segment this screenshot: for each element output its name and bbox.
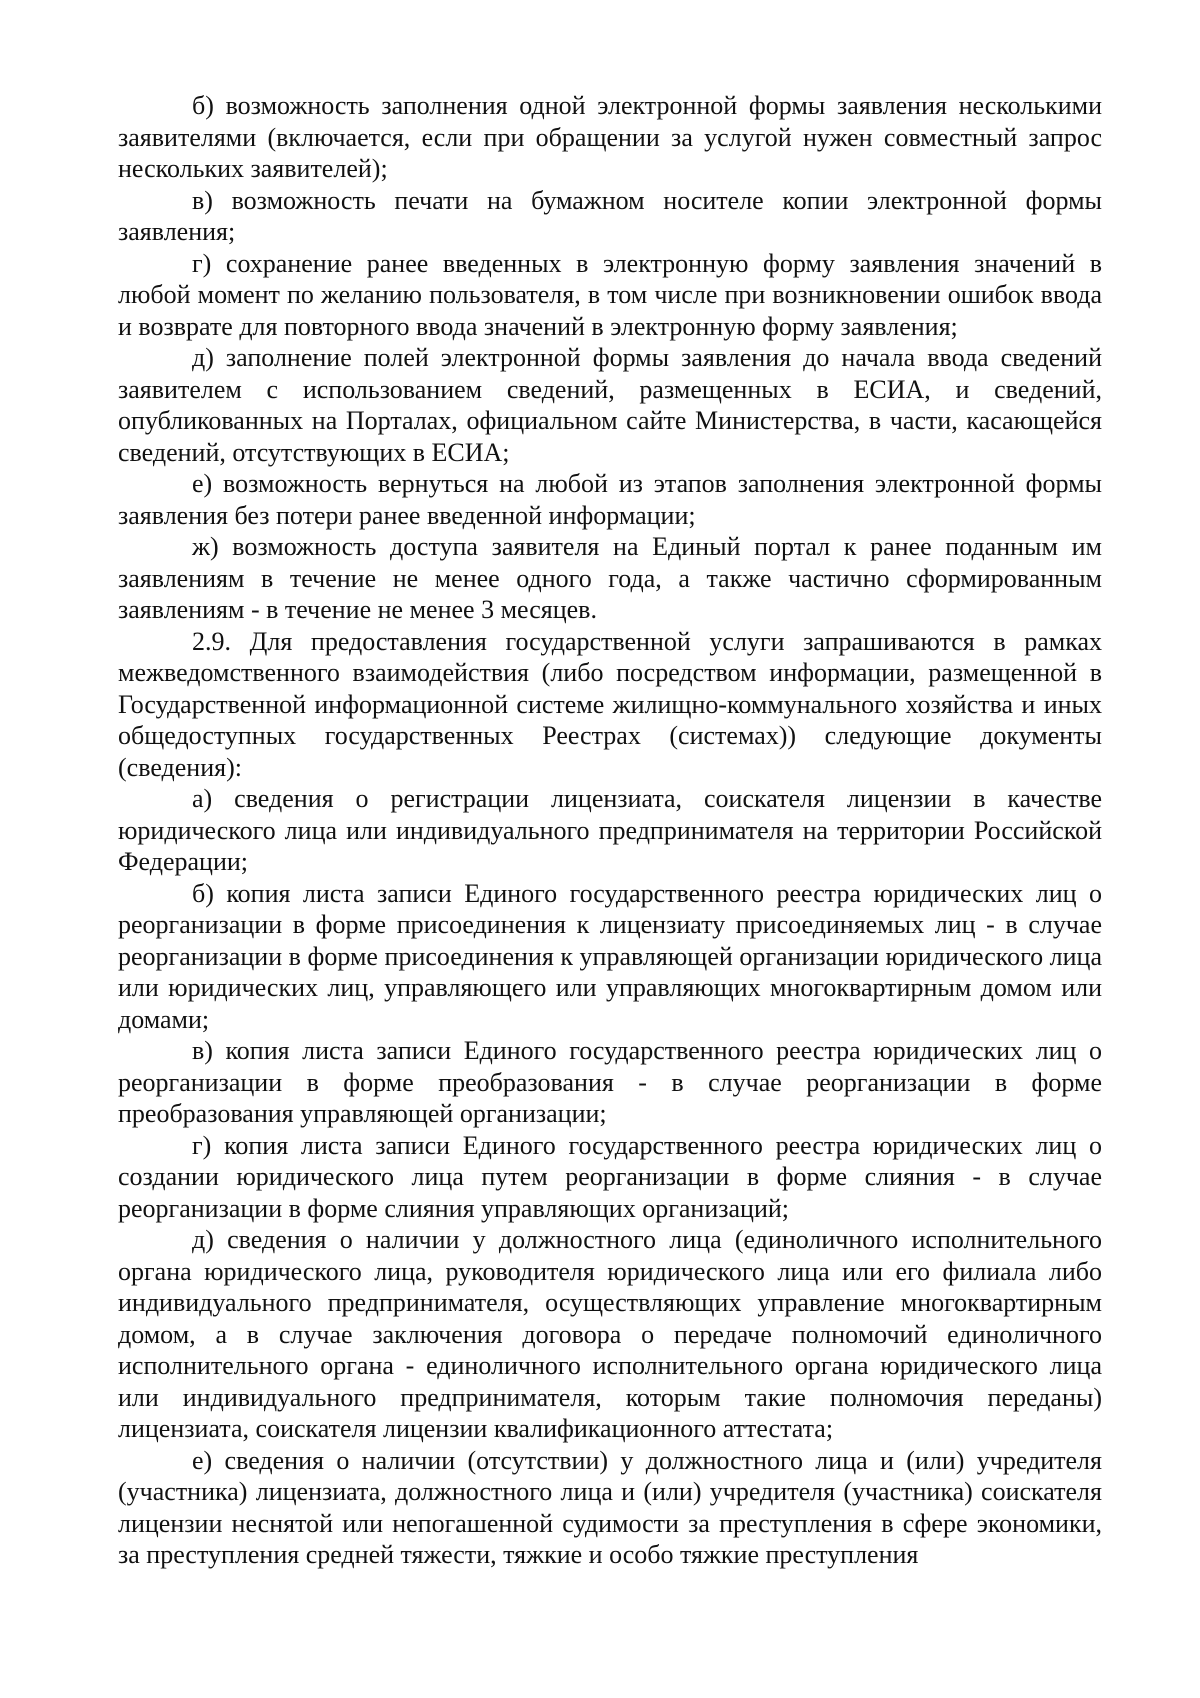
- paragraph-a-registration-info: а) сведения о регистрации лицензиата, соискателя лицензии в качестве юридического лица или индивидуального предпринимателя на территории Российской Федерации;: [118, 784, 1102, 876]
- paragraph-2-9-interagency-requests: 2.9. Для предоставления государственной услуги запрашиваются в рамках межведомственного взаимодействия (либо посредством информации, размещенной в Государственной информационной системе жилищно-коммунального хозяйства и иных общедоступных государственных Реестрах (системах)) следующие документы (сведения):: [118, 626, 1102, 782]
- paragraph-b-merger-record: б) копия листа записи Единого государственного реестра юридических лиц о реорганизации в форме присоединения к лицензиату присоединяемых лиц - в случае реорганизации в форме присоединения к управляющей организации юридического лица или юридических лиц, управляющего или управляющих многоквартирным домом или домами;: [118, 878, 1102, 1034]
- document-page: [118, 90, 1102, 1571]
- paragraph-d-prefill-fields: д) заполнение полей электронной формы заявления до начала ввода сведений заявителем с использованием сведений, размещенных в ЕСИА, и сведений, опубликованных на Порталах, официальном сайте Министерства, в части, касающейся сведений, отсутствующих в ЕСИА;: [118, 343, 1102, 467]
- paragraph-e-criminal-record: е) сведения о наличии (отсутствии) у должностного лица и (или) учредителя (участника) лицензиата, должностного лица и (или) учредителя (участника) соискателя лицензии неснятой или непогашенной судимости за преступления в сфере экономики, за преступления средней тяжести, тяжкие и особо тяжкие преступления: [118, 1445, 1102, 1569]
- paragraph-b-multi-applicant-form: б) возможность заполнения одной электронной формы заявления несколькими заявителями (включается, если при обращении за услугой нужен совместный запрос нескольких заявителей);: [118, 91, 1102, 183]
- paragraph-zh-access-applications: ж) возможность доступа заявителя на Единый портал к ранее поданным им заявлениям в течение не менее одного года, а также частично сформированным заявлениям - в течение не менее 3 месяцев.: [118, 532, 1102, 624]
- paragraph-d-qualification-certificate: д) сведения о наличии у должностного лица (единоличного исполнительного органа юридического лица, руководителя юридического лица или его филиала либо индивидуального предпринимателя, осуществляющих управление многоквартирным домом, а в случае заключения договора о передаче полномочий единоличного исполнительного органа - единоличного исполнительного органа юридического лица или индивидуального предпринимателя, которым такие полномочия переданы) лицензиата, соискателя лицензии квалификационного аттестата;: [118, 1225, 1102, 1443]
- paragraph-v-transformation-record: в) копия листа записи Единого государственного реестра юридических лиц о реорганизации в форме преобразования - в случае реорганизации в форме преобразования управляющей организации;: [118, 1036, 1102, 1128]
- paragraph-e-return-to-step: е) возможность вернуться на любой из этапов заполнения электронной формы заявления без потери ранее введенной информации;: [118, 469, 1102, 530]
- paragraph-v-print-copy: в) возможность печати на бумажном носителе копии электронной формы заявления;: [118, 185, 1102, 246]
- paragraph-g-save-values: г) сохранение ранее введенных в электронную форму заявления значений в любой момент по желанию пользователя, в том числе при возникновении ошибок ввода и возврате для повторного ввода значений в электронную форму заявления;: [118, 248, 1102, 341]
- paragraph-g-consolidation-record: г) копия листа записи Единого государственного реестра юридических лиц о создании юридического лица путем реорганизации в форме слияния - в случае реорганизации в форме слияния управляющих организаций;: [118, 1130, 1102, 1223]
